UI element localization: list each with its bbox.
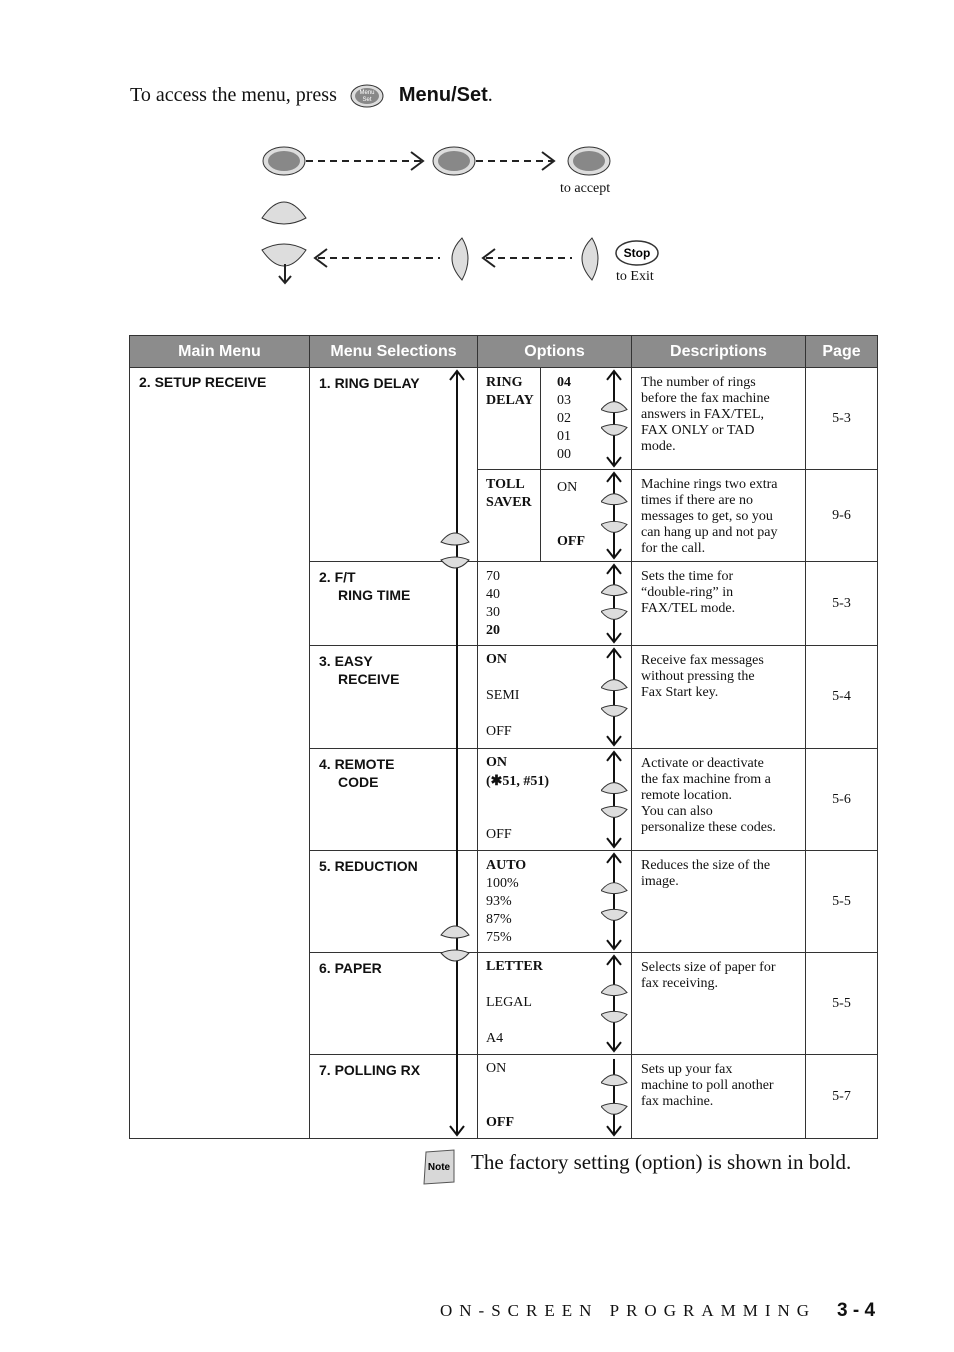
up-down-scroll-icon: [601, 470, 631, 561]
page-number: 3 - 4: [837, 1300, 876, 1321]
description-cell: Reduces the size of the image.: [632, 851, 806, 953]
option-value: ON: [486, 1061, 507, 1076]
intro-prefix: To access the menu, press: [130, 84, 337, 106]
selection-label: 6. PAPER: [319, 960, 382, 976]
selection-cell: 4. REMOTE CODE: [310, 749, 478, 851]
page-ref: 9-6: [806, 470, 878, 562]
left-arrow-key-icon: [452, 238, 468, 280]
sub-label: DELAY: [486, 393, 534, 408]
footer-section-title: ON-SCREEN PROGRAMMING: [440, 1301, 817, 1320]
description-cell: Selects size of paper for fax receiving.: [632, 953, 806, 1055]
option-value: OFF: [486, 1115, 514, 1130]
intro-line: To access the menu, press Menu Set Menu/Set.: [130, 84, 493, 108]
option-value: 03: [557, 393, 571, 408]
left-arrow-key-icon: [582, 238, 598, 280]
table-row: [130, 368, 878, 470]
setup-receive-menu-table: [129, 335, 878, 1139]
to-accept-label: to accept: [560, 181, 611, 196]
header-descriptions: Descriptions: [632, 336, 806, 368]
selection-label: 7. POLLING RX: [319, 1062, 421, 1078]
option-value: 02: [557, 411, 571, 426]
up-arrow-key-icon: [262, 202, 306, 224]
selection-cell: 3. EASY RECEIVE: [310, 646, 478, 749]
up-down-scroll-icon: [601, 851, 631, 952]
option-value: OFF: [557, 534, 585, 549]
menu-set-icon: [350, 84, 384, 108]
description-cell: Activate or deactivate the fax machine from a remote location. You can also personalize these codes.: [632, 749, 806, 851]
options-cell: [478, 749, 632, 851]
option-value: 00: [557, 447, 571, 462]
options-cell: [478, 470, 632, 562]
svg-text:Set: Set: [362, 97, 372, 104]
page-ref: 5-3: [806, 368, 878, 470]
note-text: The factory setting (option) is shown in bold.: [471, 1150, 852, 1174]
options-cell: [478, 646, 632, 749]
options-cell: [478, 562, 632, 646]
option-value: 04: [557, 375, 571, 390]
option-value: 01: [557, 429, 571, 444]
page-ref: 5-5: [806, 953, 878, 1055]
options-cell: [478, 1055, 632, 1139]
page-ref: 5-4: [806, 646, 878, 749]
option-value: 93%: [486, 894, 512, 909]
svg-text:Menu: Menu: [359, 90, 375, 97]
option-value: 87%: [486, 912, 512, 927]
option-value: 70: [486, 569, 500, 584]
page-ref: 5-5: [806, 851, 878, 953]
option-value: 75%: [486, 930, 512, 945]
option-value: (✱51, #51): [486, 774, 550, 789]
selection-label: 5. REDUCTION: [319, 858, 418, 874]
up-down-scroll-icon: [601, 368, 631, 469]
option-value: ON: [557, 480, 578, 495]
options-cell: [478, 368, 632, 470]
option-value: LEGAL: [486, 995, 532, 1010]
svg-text:Stop: Stop: [623, 246, 651, 260]
table-header-row: [130, 336, 878, 368]
option-value: 40: [486, 587, 500, 602]
menu-set-icon: [433, 147, 475, 175]
svg-text:Note: Note: [427, 1162, 451, 1173]
selection-scroll-icon: [438, 368, 476, 1140]
option-value: 20: [486, 623, 500, 638]
down-arrow-key-icon: [262, 244, 306, 283]
header-main-menu: Main Menu: [130, 336, 310, 368]
page-ref: 5-3: [806, 562, 878, 646]
option-value: ON: [486, 755, 507, 770]
main-menu-label: 2. SETUP RECEIVE: [139, 374, 267, 390]
sub-label: TOLL: [486, 477, 525, 492]
note-icon: [420, 1148, 458, 1186]
up-down-scroll-icon: [601, 562, 631, 645]
description-cell: Sets up your fax machine to poll another fax machine.: [632, 1055, 806, 1139]
option-value: 100%: [486, 876, 519, 891]
option-value: 30: [486, 605, 500, 620]
options-cell: [478, 953, 632, 1055]
main-menu-cell: [130, 368, 310, 1139]
selection-label: 1. RING DELAY: [319, 375, 420, 391]
description-cell: Machine rings two extra times if there are no messages to get, so you can hang up and not pay for the call.: [632, 470, 806, 562]
option-value: OFF: [486, 724, 512, 739]
option-value: ON: [486, 652, 507, 667]
header-page: Page: [806, 336, 878, 368]
sub-label: SAVER: [486, 495, 532, 510]
sub-label: RING: [486, 375, 523, 390]
up-down-scroll-icon: [601, 953, 631, 1054]
up-down-scroll-icon: [601, 646, 631, 748]
up-down-scroll-icon: [601, 1055, 631, 1138]
description-cell: The number of rings before the fax machine answers in FAX/TEL, FAX ONLY or TAD mode.: [632, 368, 806, 470]
header-menu-selections: Menu Selections: [310, 336, 478, 368]
option-value: LETTER: [486, 959, 543, 974]
menu-set-icon: [568, 147, 610, 175]
up-down-scroll-icon: [601, 749, 631, 850]
option-value: AUTO: [486, 858, 527, 873]
page-ref: 5-6: [806, 749, 878, 851]
to-exit-label: to Exit: [616, 269, 654, 284]
header-options: Options: [478, 336, 632, 368]
menu-set-label: Menu/Set: [398, 84, 488, 106]
option-value: SEMI: [486, 688, 520, 703]
page-ref: 5-7: [806, 1055, 878, 1139]
selection-cell: 2. F/T RING TIME: [310, 562, 478, 646]
option-value: OFF: [486, 827, 512, 842]
option-value: A4: [486, 1031, 504, 1046]
description-cell: Receive fax messages without pressing the Fax Start key.: [632, 646, 806, 749]
menu-set-icon: [263, 147, 305, 175]
options-cell: [478, 851, 632, 953]
stop-icon: [616, 241, 658, 265]
description-cell: Sets the time for “double-ring” in FAX/TEL mode.: [632, 562, 806, 646]
